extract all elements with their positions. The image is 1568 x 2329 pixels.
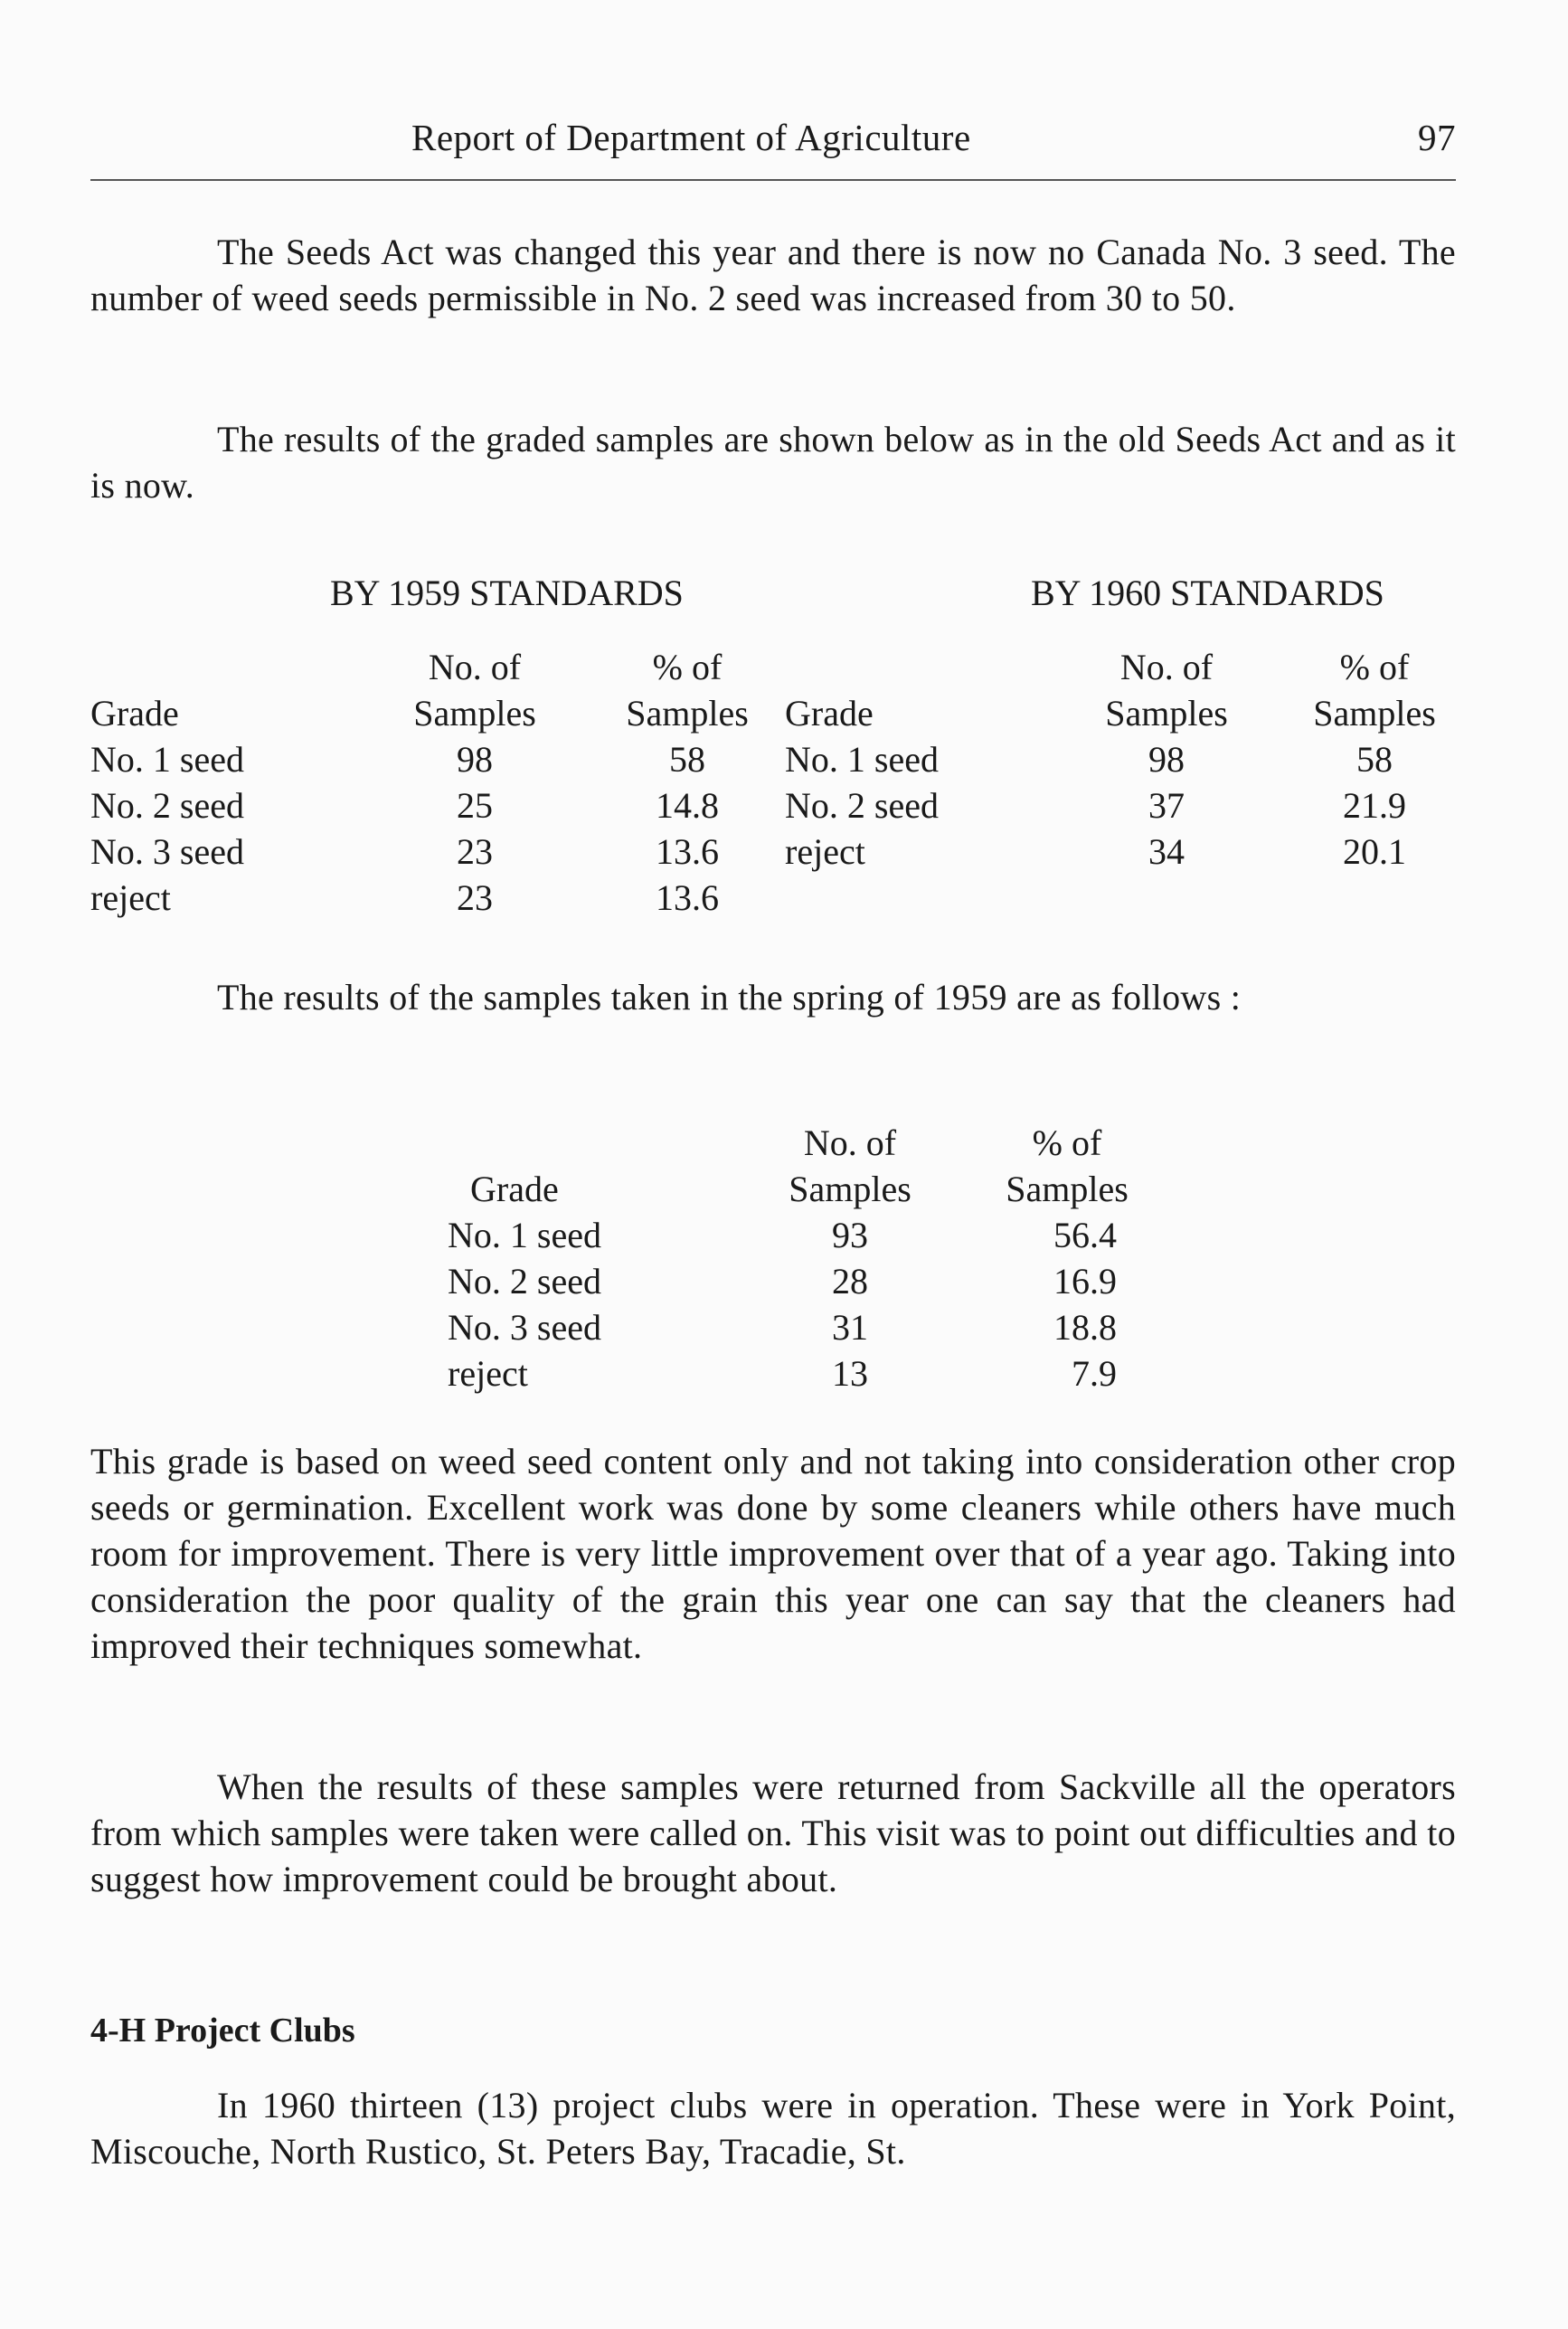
table-row-count: 31 [832, 1307, 868, 1348]
table-row-count: 37 [1148, 785, 1185, 826]
col-header-count-1959-bottom: Samples [413, 693, 536, 734]
col-header-grade-1959: Grade [90, 693, 179, 734]
table-row-grade: No. 3 seed [90, 831, 244, 872]
table-row-grade: No. 1 seed [785, 739, 939, 780]
table-row-pct: 58 [1356, 739, 1393, 780]
paragraph-spring-results [90, 974, 1456, 1020]
table-row-grade: No. 2 seed [90, 785, 244, 826]
paragraph-sackville-results [90, 1764, 1456, 1902]
table-row-count: 25 [457, 785, 493, 826]
table-row-count: 98 [1148, 739, 1185, 780]
table-row-pct: 18.8 [1053, 1307, 1117, 1348]
table-row-grade: No. 2 seed [785, 785, 939, 826]
col-header-count-top: No. of [803, 1122, 897, 1163]
header-title: Report of Department of Agriculture [411, 117, 971, 158]
table-row-grade: No. 2 seed [448, 1261, 601, 1302]
heading-1960-standards: BY 1960 STANDARDS [1031, 573, 1384, 613]
table-row-grade: No. 1 seed [448, 1215, 601, 1255]
col-header-pct-1959-bottom: Samples [626, 693, 749, 734]
header-rule [90, 179, 1456, 181]
col-header-count-bottom: Samples [789, 1169, 912, 1209]
table-row-count: 98 [457, 739, 493, 780]
col-header-pct-1960-bottom: Samples [1313, 693, 1436, 734]
table-row-pct: 13.6 [656, 831, 719, 872]
table-row-pct: 58 [669, 739, 705, 780]
table-row-grade: reject [785, 831, 865, 872]
table-row-count: 13 [832, 1353, 868, 1394]
col-header-pct-top: % of [1032, 1122, 1102, 1163]
paragraph-text: This grade is based on weed seed content only and not taking into consideration other crop seeds or germination. Excellent work was done by some cleaners while others have much room for improvement. There is very little improvement over that of a year ago. Taking into consideration the poor quality of the grain this year one can say that the cleaners had improved their techniques somewhat. [90, 1441, 1456, 1666]
paragraph-text: When the results of these samples were returned from Sackville all the operators from which samples were taken were called on. This visit was to point out difficulties and to suggest how improvement could be brought about. [90, 1766, 1456, 1899]
paragraph-text: In 1960 thirteen (13) project clubs were in operation. These were in York Point, Miscouche, North Rustico, St. Peters Bay, Tracadie, St. [90, 2085, 1456, 2172]
table-row-pct: 56.4 [1053, 1215, 1117, 1255]
table-row-pct: 13.6 [656, 877, 719, 918]
paragraph-text: The Seeds Act was changed this year and there is now no Canada No. 3 seed. The number of weed seeds permissible in No. 2 seed was increased from 30 to 50. [90, 232, 1456, 318]
table-row-grade: No. 1 seed [90, 739, 244, 780]
col-header-count-1960-bottom: Samples [1105, 693, 1228, 734]
col-header-grade-1960: Grade [785, 693, 874, 734]
table-row-pct: 21.9 [1343, 785, 1406, 826]
col-header-count-1959-top: No. of [428, 647, 522, 687]
page-header [90, 116, 1456, 170]
section-heading: 4-H Project Clubs [90, 2012, 355, 2050]
table-row-grade: reject [448, 1353, 528, 1394]
table-row-grade: No. 3 seed [448, 1307, 601, 1348]
paragraph-text: The results of the graded samples are shown below as in the old Seeds Act and as it is now. [90, 419, 1456, 506]
col-header-pct-1960-top: % of [1339, 647, 1410, 687]
table-row-count: 93 [832, 1215, 868, 1255]
col-header-count-1960-top: No. of [1119, 647, 1214, 687]
col-header-pct-1959-top: % of [652, 647, 723, 687]
table-row-count: 28 [832, 1261, 868, 1302]
paragraph-project-clubs [90, 2082, 1456, 2174]
table-row-count: 23 [457, 877, 493, 918]
paragraph-results-intro [90, 416, 1456, 508]
table-row-pct: 20.1 [1343, 831, 1406, 872]
paragraph-grade-basis [90, 1438, 1456, 1669]
table-row-pct: 16.9 [1053, 1261, 1117, 1302]
heading-1959-standards: BY 1959 STANDARDS [330, 573, 684, 613]
table-row-count: 23 [457, 831, 493, 872]
page-number: 97 [1418, 117, 1456, 158]
table-row-pct: 14.8 [656, 785, 719, 826]
paragraph-seeds-act [90, 229, 1456, 321]
col-header-pct-bottom: Samples [1006, 1169, 1129, 1209]
table-row-pct: 7.9 [1072, 1353, 1117, 1394]
paragraph-text: The results of the samples taken in the spring of 1959 are as follows : [217, 977, 1242, 1018]
table-row-count: 34 [1148, 831, 1185, 872]
col-header-grade: Grade [470, 1169, 559, 1209]
table-row-grade: reject [90, 877, 171, 918]
